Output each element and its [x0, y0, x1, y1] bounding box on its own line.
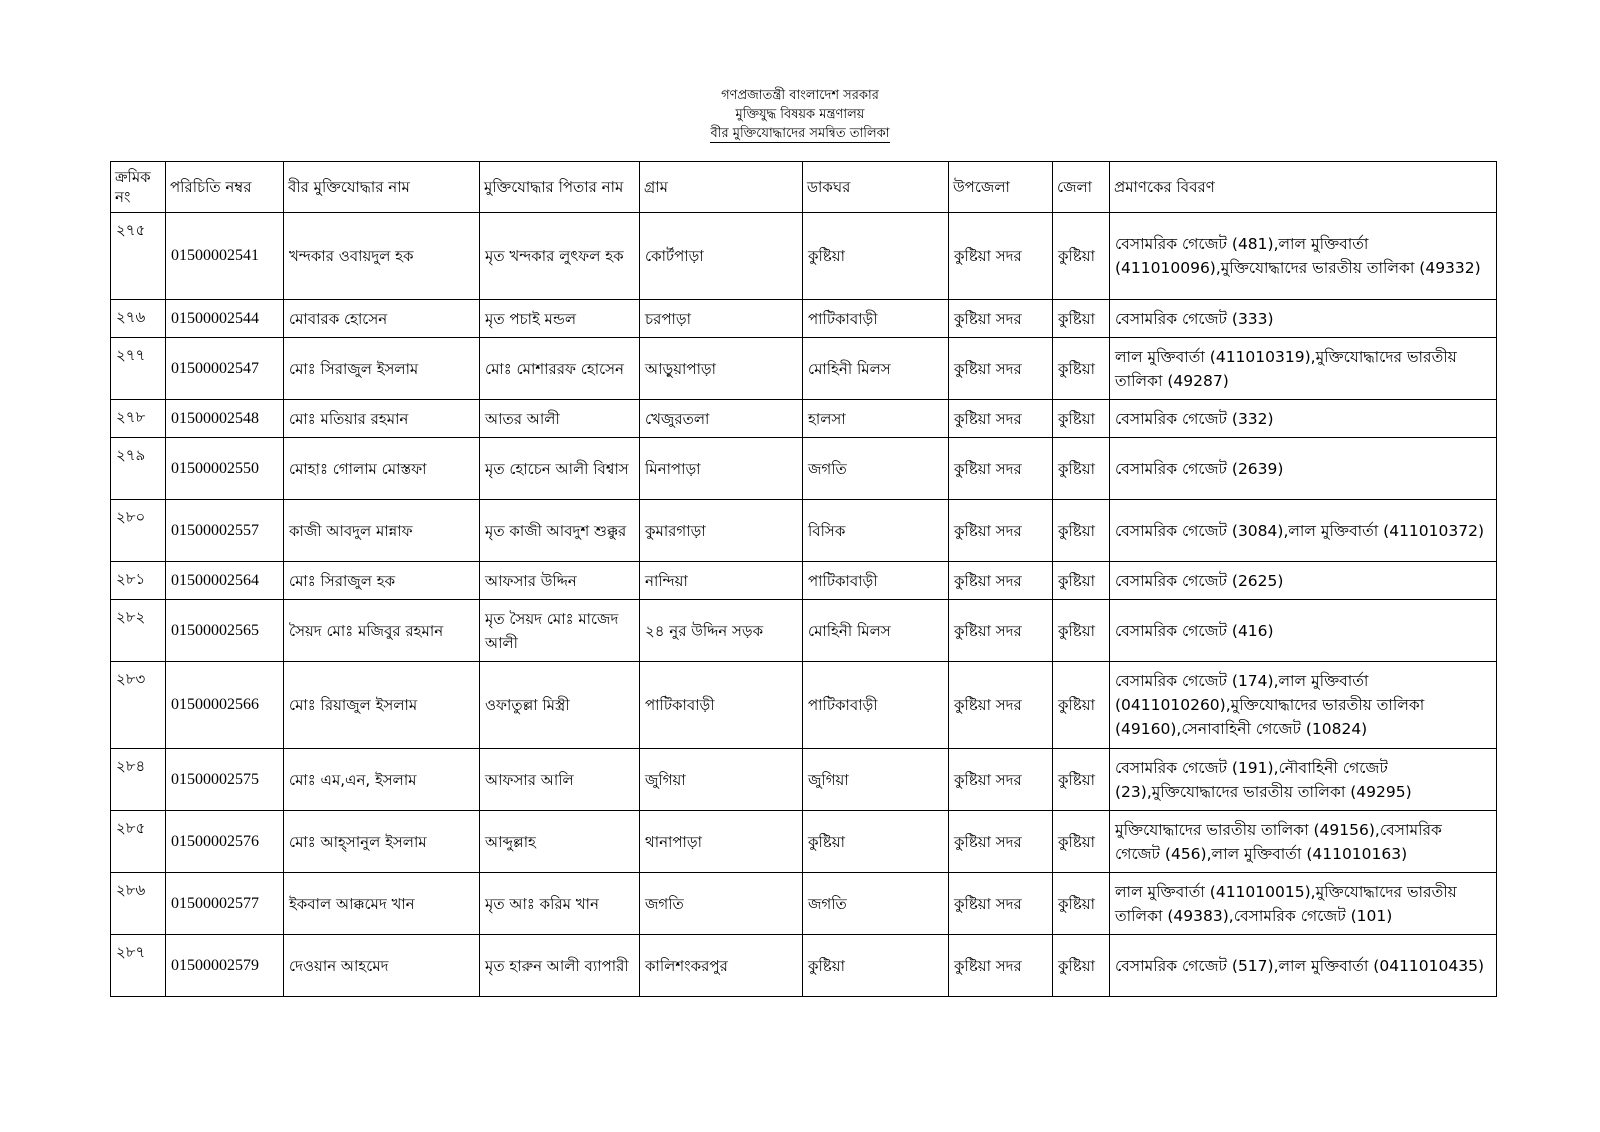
evidence-cell: লাল মুক্তিবার্তা (411010015),মুক্তিযোদ্ধাদের ভারতীয় তালিকা (49383),বেসামরিক গেজেট (101) — [1110, 873, 1497, 935]
father-name-cell: আফসার আলি — [480, 749, 640, 811]
father-name-cell: মৃত পচাই মন্ডল — [480, 300, 640, 338]
table-row — [111, 600, 1497, 662]
village-cell: আড়ুয়াপাড়া — [640, 338, 803, 400]
serial-cell: ২৮৩ — [111, 662, 166, 749]
serial-cell: ২৮০ — [111, 500, 166, 562]
evidence-cell: বেসামরিক গেজেট (332) — [1110, 400, 1497, 438]
district-cell: কুষ্টিয়া — [1053, 562, 1110, 600]
id-cell: 01500002564 — [166, 562, 284, 600]
table-row — [111, 500, 1497, 562]
upazila-cell: কুষ্টিয়া সদর — [949, 562, 1053, 600]
upazila-cell: কুষ্টিয়া সদর — [949, 213, 1053, 300]
village-cell: চরপাড়া — [640, 300, 803, 338]
serial-cell: ২৭৭ — [111, 338, 166, 400]
document-header — [0, 86, 1600, 143]
serial-cell: ২৮২ — [111, 600, 166, 662]
name-cell: মোঃ এম,এন, ইসলাম — [284, 749, 480, 811]
upazila-cell: কুষ্টিয়া সদর — [949, 935, 1053, 997]
column-header-serial: ক্রমিক নং — [111, 162, 166, 213]
evidence-cell: বেসামরিক গেজেট (174),লাল মুক্তিবার্তা (0411010260),মুক্তিযোদ্ধাদের ভারতীয় তালিকা (49160),সেনাবাহিনী গেজেট (10824) — [1110, 662, 1497, 749]
id-cell: 01500002544 — [166, 300, 284, 338]
village-cell: মিনাপাড়া — [640, 438, 803, 500]
name-cell: মোহাঃ গোলাম মোস্তফা — [284, 438, 480, 500]
village-cell: কোর্টপাড়া — [640, 213, 803, 300]
serial-cell: ২৭৫ — [111, 213, 166, 300]
upazila-cell: কুষ্টিয়া সদর — [949, 300, 1053, 338]
post-office-cell: বিসিক — [803, 500, 949, 562]
table-row — [111, 935, 1497, 997]
evidence-cell: বেসামরিক গেজেট (517),লাল মুক্তিবার্তা (0411010435) — [1110, 935, 1497, 997]
father-name-cell: মৃত কাজী আবদুশ শুক্কুর — [480, 500, 640, 562]
column-header-district: জেলা — [1053, 162, 1110, 213]
column-header-father: মুক্তিযোদ্ধার পিতার নাম — [480, 162, 640, 213]
father-name-cell: মৃত হোচেন আলী বিশ্বাস — [480, 438, 640, 500]
evidence-cell: বেসামরিক গেজেট (191),নৌবাহিনী গেজেট (23),মুক্তিযোদ্ধাদের ভারতীয় তালিকা (49295) — [1110, 749, 1497, 811]
evidence-cell: বেসামরিক গেজেট (2625) — [1110, 562, 1497, 600]
name-cell: মোঃ সিরাজুল ইসলাম — [284, 338, 480, 400]
id-cell: 01500002541 — [166, 213, 284, 300]
district-cell: কুষ্টিয়া — [1053, 662, 1110, 749]
table-row — [111, 811, 1497, 873]
column-header-evidence: প্রমাণকের বিবরণ — [1110, 162, 1497, 213]
post-office-cell: পাটিকাবাড়ী — [803, 562, 949, 600]
name-cell: মোঃ রিয়াজুল ইসলাম — [284, 662, 480, 749]
table-row — [111, 338, 1497, 400]
upazila-cell: কুষ্টিয়া সদর — [949, 811, 1053, 873]
district-cell: কুষ্টিয়া — [1053, 749, 1110, 811]
id-cell: 01500002550 — [166, 438, 284, 500]
upazila-cell: কুষ্টিয়া সদর — [949, 600, 1053, 662]
upazila-cell: কুষ্টিয়া সদর — [949, 400, 1053, 438]
upazila-cell: কুষ্টিয়া সদর — [949, 662, 1053, 749]
serial-cell: ২৭৮ — [111, 400, 166, 438]
id-cell: 01500002566 — [166, 662, 284, 749]
table-row — [111, 300, 1497, 338]
district-cell: কুষ্টিয়া — [1053, 873, 1110, 935]
father-name-cell: আতর আলী — [480, 400, 640, 438]
list-title: বীর মুক্তিযোদ্ধাদের সমন্বিত তালিকা — [710, 126, 890, 141]
name-cell: মোঃ আহ্সানুল ইসলাম — [284, 811, 480, 873]
evidence-cell: মুক্তিযোদ্ধাদের ভারতীয় তালিকা (49156),বেসামরিক গেজেট (456),লাল মুক্তিবার্তা (411010163) — [1110, 811, 1497, 873]
table-row — [111, 562, 1497, 600]
table-row — [111, 438, 1497, 500]
post-office-cell: কুষ্টিয়া — [803, 811, 949, 873]
evidence-cell: বেসামরিক গেজেট (3084),লাল মুক্তিবার্তা (411010372) — [1110, 500, 1497, 562]
id-cell: 01500002547 — [166, 338, 284, 400]
post-office-cell: মোহিনী মিলস — [803, 338, 949, 400]
village-cell: নান্দিয়া — [640, 562, 803, 600]
freedom-fighters-table — [110, 161, 1497, 997]
id-cell: 01500002576 — [166, 811, 284, 873]
father-name-cell: ওফাতুল্লা মিস্ত্রী — [480, 662, 640, 749]
serial-cell: ২৮৫ — [111, 811, 166, 873]
serial-cell: ২৮১ — [111, 562, 166, 600]
village-cell: জগতি — [640, 873, 803, 935]
post-office-cell: মোহিনী মিলস — [803, 600, 949, 662]
post-office-cell: জগতি — [803, 873, 949, 935]
government-title: গণপ্রজাতন্ত্রী বাংলাদেশ সরকার — [721, 88, 879, 103]
district-cell: কুষ্টিয়া — [1053, 500, 1110, 562]
column-header-upazila: উপজেলা — [949, 162, 1053, 213]
village-cell: কুমারগাড়া — [640, 500, 803, 562]
district-cell: কুষ্টিয়া — [1053, 600, 1110, 662]
id-cell: 01500002577 — [166, 873, 284, 935]
evidence-cell: লাল মুক্তিবার্তা (411010319),মুক্তিযোদ্ধাদের ভারতীয় তালিকা (49287) — [1110, 338, 1497, 400]
evidence-cell: বেসামরিক গেজেট (333) — [1110, 300, 1497, 338]
ministry-title: মুক্তিযুদ্ধ বিষয়ক মন্ত্রণালয় — [735, 107, 865, 122]
district-cell: কুষ্টিয়া — [1053, 400, 1110, 438]
father-name-cell: আফসার উদ্দিন — [480, 562, 640, 600]
post-office-cell: জুগিয়া — [803, 749, 949, 811]
district-cell: কুষ্টিয়া — [1053, 438, 1110, 500]
serial-cell: ২৭৬ — [111, 300, 166, 338]
father-name-cell: মৃত খন্দকার লুৎফল হক — [480, 213, 640, 300]
post-office-cell: হালসা — [803, 400, 949, 438]
post-office-cell: কুষ্টিয়া — [803, 213, 949, 300]
father-name-cell: মৃত হারুন আলী ব্যাপারী — [480, 935, 640, 997]
upazila-cell: কুষ্টিয়া সদর — [949, 749, 1053, 811]
name-cell: মোঃ মতিয়ার রহমান — [284, 400, 480, 438]
column-header-post-office: ডাকঘর — [803, 162, 949, 213]
serial-cell: ২৮৪ — [111, 749, 166, 811]
evidence-cell: বেসামরিক গেজেট (2639) — [1110, 438, 1497, 500]
name-cell: খন্দকার ওবায়দুল হক — [284, 213, 480, 300]
id-cell: 01500002565 — [166, 600, 284, 662]
table-row — [111, 873, 1497, 935]
village-cell: থানাপাড়া — [640, 811, 803, 873]
father-name-cell: মোঃ মোশাররফ হোসেন — [480, 338, 640, 400]
name-cell: দেওয়ান আহমেদ — [284, 935, 480, 997]
column-header-village: গ্রাম — [640, 162, 803, 213]
table-header-row — [111, 162, 1497, 213]
village-cell: খেজুরতলা — [640, 400, 803, 438]
name-cell: মোবারক হোসেন — [284, 300, 480, 338]
upazila-cell: কুষ্টিয়া সদর — [949, 338, 1053, 400]
table-row — [111, 400, 1497, 438]
name-cell: সৈয়দ মোঃ মজিবুর রহমান — [284, 600, 480, 662]
serial-cell: ২৮৭ — [111, 935, 166, 997]
name-cell: মোঃ সিরাজুল হক — [284, 562, 480, 600]
id-cell: 01500002557 — [166, 500, 284, 562]
father-name-cell: মৃত সৈয়দ মোঃ মাজেদ আলী — [480, 600, 640, 662]
evidence-cell: বেসামরিক গেজেট (481),লাল মুক্তিবার্তা (411010096),মুক্তিযোদ্ধাদের ভারতীয় তালিকা (49332) — [1110, 213, 1497, 300]
column-header-name: বীর মুক্তিযোদ্ধার নাম — [284, 162, 480, 213]
table-row — [111, 662, 1497, 749]
table-row — [111, 749, 1497, 811]
father-name-cell: মৃত আঃ করিম খান — [480, 873, 640, 935]
post-office-cell: পাটিকাবাড়ী — [803, 300, 949, 338]
village-cell: কালিশংকরপুর — [640, 935, 803, 997]
post-office-cell: কুষ্টিয়া — [803, 935, 949, 997]
upazila-cell: কুষ্টিয়া সদর — [949, 873, 1053, 935]
village-cell: পাটিকাবাড়ী — [640, 662, 803, 749]
upazila-cell: কুষ্টিয়া সদর — [949, 500, 1053, 562]
upazila-cell: কুষ্টিয়া সদর — [949, 438, 1053, 500]
serial-cell: ২৮৬ — [111, 873, 166, 935]
district-cell: কুষ্টিয়া — [1053, 935, 1110, 997]
post-office-cell: জগতি — [803, 438, 949, 500]
district-cell: কুষ্টিয়া — [1053, 213, 1110, 300]
id-cell: 01500002575 — [166, 749, 284, 811]
district-cell: কুষ্টিয়া — [1053, 338, 1110, 400]
village-cell: জুগিয়া — [640, 749, 803, 811]
id-cell: 01500002579 — [166, 935, 284, 997]
column-header-id: পরিচিতি নম্বর — [166, 162, 284, 213]
name-cell: কাজী আবদুল মান্নাফ — [284, 500, 480, 562]
table-row — [111, 213, 1497, 300]
post-office-cell: পাটিকাবাড়ী — [803, 662, 949, 749]
table-body — [111, 213, 1497, 997]
district-cell: কুষ্টিয়া — [1053, 300, 1110, 338]
name-cell: ইকবাল আক্কমেদ খান — [284, 873, 480, 935]
district-cell: কুষ্টিয়া — [1053, 811, 1110, 873]
father-name-cell: আব্দুল্লাহ — [480, 811, 640, 873]
id-cell: 01500002548 — [166, 400, 284, 438]
evidence-cell: বেসামরিক গেজেট (416) — [1110, 600, 1497, 662]
village-cell: ২৪ নুর উদ্দিন সড়ক — [640, 600, 803, 662]
serial-cell: ২৭৯ — [111, 438, 166, 500]
